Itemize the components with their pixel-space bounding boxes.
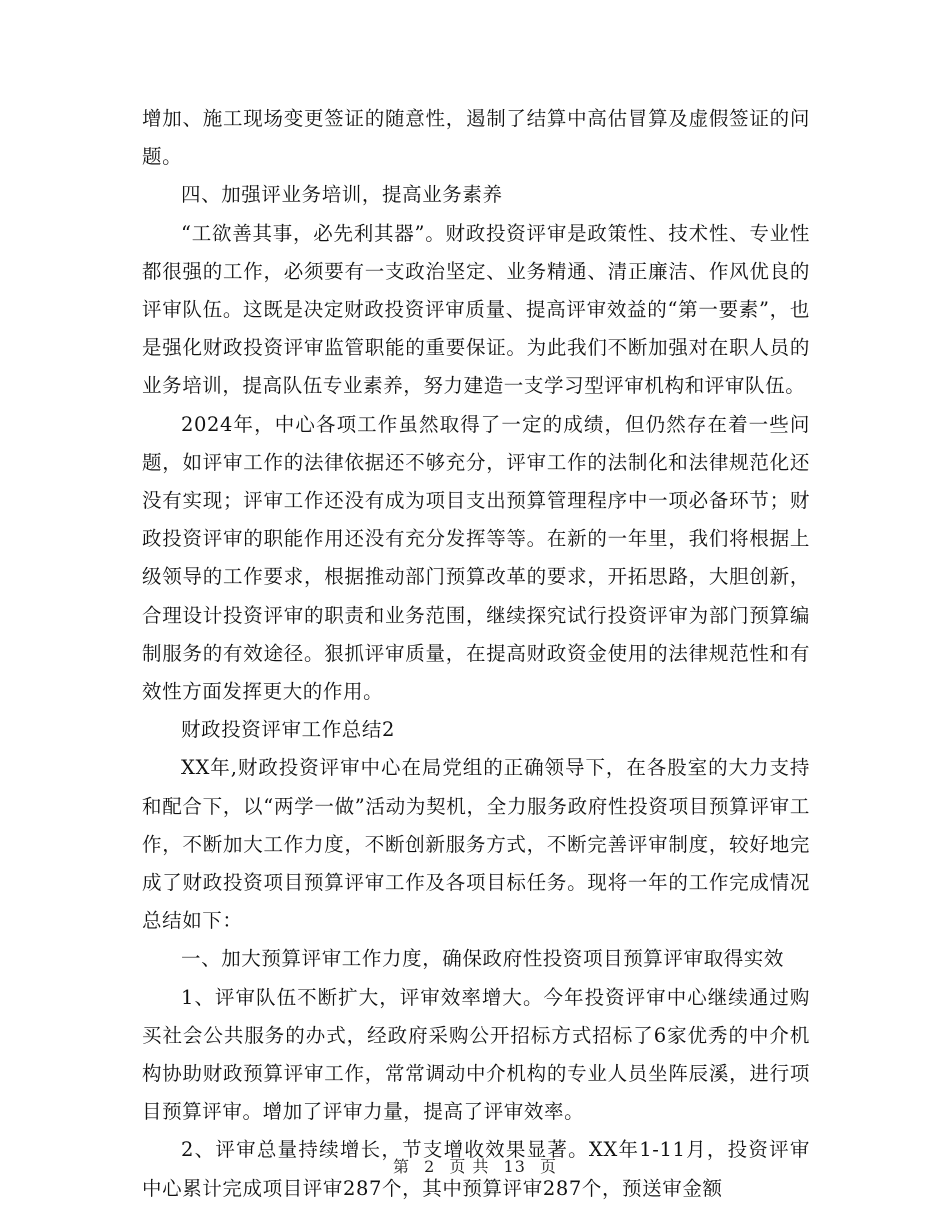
section-heading: 四、加强评业务培训，提高业务素养: [181, 183, 503, 207]
paragraph: 2、评审总量持续增长，节支增收效果显著。XX年1-11月，投资评审中心累计完成项目评审287个，其中预算评审287个，预送审金额: [142, 1138, 810, 1200]
footer-middle: 页 共: [449, 1157, 490, 1176]
paragraph: 1、评审队伍不断扩大，评审效率增大。今年投资评审中心继续通过购买社会公共服务的办式，经政府采购公开招标方式招标了6家优秀的中介机构协助财政预算评审工作，常常调动中介机构的专业人员坐阵辰溪，进行项目预算评审。增加了评审力量，提高了评审效率。: [142, 985, 810, 1124]
footer-suffix: 页: [540, 1157, 558, 1176]
paragraph: 增加、施工现场变更签证的随意性，遏制了结算中高估冒算及虚假签证的问题。: [142, 107, 810, 169]
document-body: [142, 100, 810, 1208]
document-subtitle: 财政投资评审工作总结2: [181, 718, 396, 742]
footer-total-pages: 13: [503, 1157, 526, 1176]
paragraph: XX年,财政投资评审中心在局党组的正确领导下，在各股室的大力支持和配合下，以“两学一做”活动为契机，全力服务政府性投资项目预算评审工作，不断加大工作力度，不断创新服务方式，不断完善评审制度，较好地完成了财政投资项目预算评审工作及各项目标任务。现将一年的工作完成情况总结如下：: [142, 756, 810, 933]
section-heading: 一、加大预算评审工作力度，确保政府性投资项目预算评审取得实效: [181, 947, 785, 971]
footer-prefix: 第: [392, 1157, 410, 1176]
page-footer: [0, 1154, 950, 1177]
paragraph: 2024年，中心各项工作虽然取得了一定的成绩，但仍然存在着一些问题，如评审工作的法律依据还不够充分，评审工作的法制化和法律规范化还没有实现；评审工作还没有成为项目支出预算管理程序中一项必备环节；财政投资评审的职能作用还没有充分发挥等等。在新的一年里，我们将根据上级领导的工作要求，根据推动部门预算改革的要求，开拓思路，大胆创新，合理设计投资评审的职责和业务范围，继续探究试行投资评审为部门预算编制服务的有效途径。狠抓评审质量，在提高财政资金使用的法律规范性和有效性方面发挥更大的作用。: [142, 412, 810, 704]
paragraph: “工欲善其事，必先利其器”。财政投资评审是政策性、技术性、专业性都很强的工作，必须要有一支政治坚定、业务精通、清正廉洁、作风优良的评审队伍。这既是决定财政投资评审质量、提高评审效益的“第一要素”，也是强化财政投资评审监管职能的重要保证。为此我们不断加强对在职人员的业务培训，提高队伍专业素养，努力建造一支学习型评审机构和评审队伍。: [142, 221, 810, 398]
footer-page-number: 2: [424, 1157, 436, 1176]
